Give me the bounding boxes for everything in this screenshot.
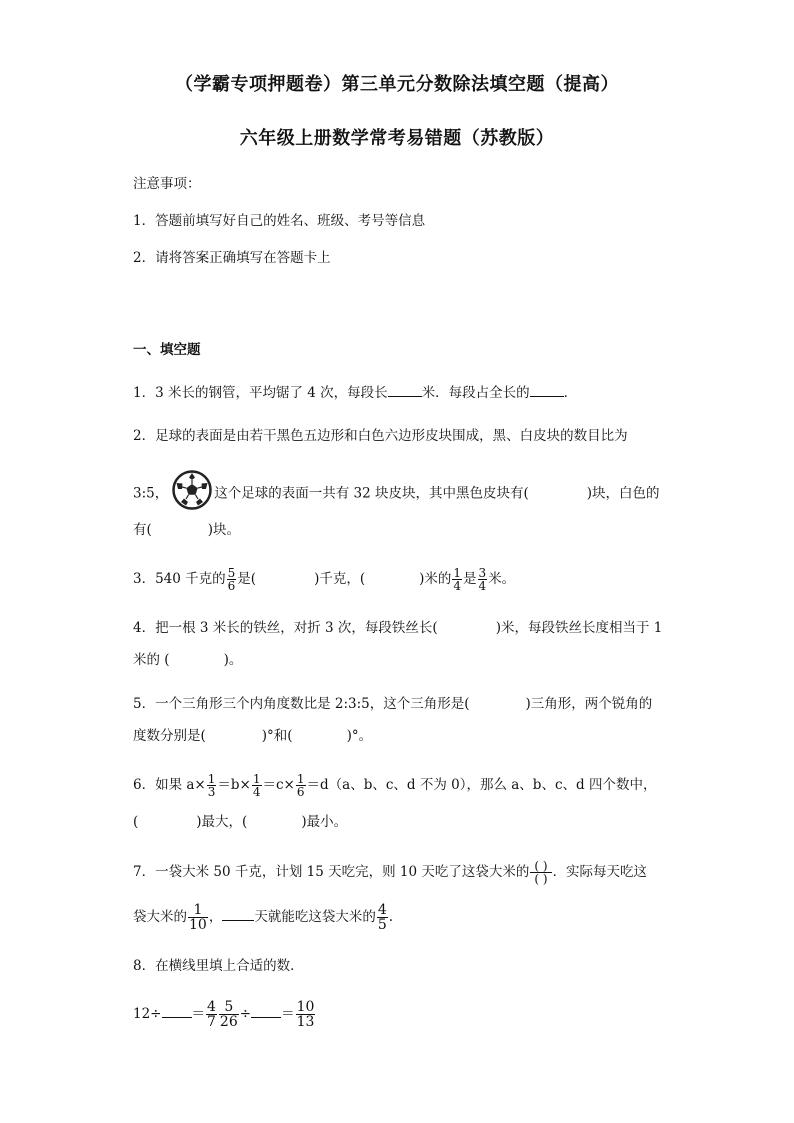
notice-heading: 注意事项： [133,176,201,192]
q5-text-b: )三角形，两个锐角的 [525,696,653,712]
question-4-line-2 [133,650,242,670]
fraction: $\frac{4}{7}$ [207,999,216,1030]
q5-text-e: )°。 [346,728,373,744]
q7-text-b: ．实际每天吃这 [552,864,648,880]
q3-text-f: 米。 [488,571,516,587]
q2-text-c: 有( [133,522,152,538]
question-6-line-1 [133,772,656,798]
question-4-line-1 [133,618,662,638]
q2-ratio: 3:5， [133,485,169,502]
q3-text-c: )千克，( [314,571,366,587]
q4-text-a: 4．把一根 3 米长的铁丝，对折 3 次，每段铁丝长( [133,620,438,636]
q4-text-c: 米的 ( [133,652,170,668]
q7-text-a: 7．一袋大米 50 千克，计划 15 天吃完，则 10 天吃了这袋大米的 [133,864,530,880]
section-title: 一、填空题 [133,342,201,358]
page-subtitle: 六年级上册数学常考易错题（苏教版） [239,128,555,149]
question-6-line-2 [133,812,347,832]
soccer-ball-icon [172,470,212,518]
question-2-line-1: 2．足球的表面是由若干黑色五边形和白色六边形皮块围成，黑、白皮块的数目比为 [133,428,628,444]
question-5-line-1 [133,694,652,714]
fraction: $\frac{1}{6}$ [296,772,305,799]
q8-text-c: ＝ [191,1006,205,1022]
q5-text-d: )°和( [261,728,293,744]
q4-text-d: )。 [223,652,243,668]
q6-text-f: )最大，( [196,814,248,830]
fraction: $\frac{1}{4}$ [453,566,462,593]
question-8-prompt: 8．在横线里填上合适的数． [133,958,304,974]
q1-text-b: 米．每段占全长的 [421,385,530,401]
fraction: $\frac{5}{26}$ [219,999,238,1030]
q7-text-d: ， [208,909,223,925]
fraction: $\frac{1}{3}$ [207,772,216,799]
fraction: $\frac{1}{10}$ [189,902,207,933]
q8-text-e: ＝ [281,1006,295,1022]
q5-text-c: 度数分别是( [133,728,206,744]
question-8-equation [133,998,316,1030]
answer-blank[interactable] [388,382,422,397]
fraction: $\frac{3}{4}$ [478,566,487,593]
q1-text-c: ． [563,385,578,401]
q2-text-a: 这个足球的表面一共有 32 块皮块，其中黑色皮块有( [214,485,529,502]
question-7-line-2 [133,902,393,932]
fraction: $\frac{1}{4}$ [252,772,261,799]
q6-text-g: )最小。 [301,814,348,830]
question-2-line-3 [133,520,240,540]
fraction-blank[interactable]: $\frac{( )}{( )}$ [530,860,551,885]
fraction: $\frac{4}{5}$ [377,902,387,933]
q7-text-c: 袋大米的 [133,909,187,925]
answer-blank[interactable] [222,906,254,921]
fraction: $\frac{5}{6}$ [227,566,236,593]
q6-text-d: ＝d（a、b、c、d 不为 0），那么 a、b、c、d 四个数中， [306,777,657,793]
question-3 [133,566,515,592]
answer-blank[interactable] [251,1003,281,1018]
q6-text-e: ( [133,814,139,830]
page-title: （学霸专项押题卷）第三单元分数除法填空题（提高） [175,74,619,95]
q3-text-b: 是( [237,571,257,587]
q2-text-b: )块，白色的 [586,485,660,502]
q2-text-d: )块。 [207,522,241,538]
q6-text-a: 6．如果 a× [133,777,206,793]
q3-text-d: )米的 [419,571,452,587]
q1-text-a: 1．3 米长的钢管，平均锯了 4 次，每段长 [133,385,388,401]
fraction: $\frac{10}{13}$ [296,999,315,1030]
q5-text-a: 5．一个三角形三个内角度数比是 2:3:5，这个三角形是( [133,696,470,712]
notice-item-2: 2．请将答案正确填写在答题卡上 [133,250,331,266]
question-7-line-1 [133,857,647,887]
q3-text-e: 是 [463,571,477,587]
q8-text-d: ÷ [239,1006,252,1022]
question-2-line-2 [133,470,660,518]
q8-text-b: 12÷ [133,1006,162,1022]
question-5-line-2 [133,726,372,746]
q3-text-a: 3．540 千克的 [133,571,226,587]
question-1 [133,382,577,403]
q4-text-b: )米，每段铁丝长度相当于 1 [495,620,663,636]
answer-blank[interactable] [162,1003,192,1018]
q6-text-b: ＝b× [217,777,251,793]
notice-item-1: 1．答题前填写好自己的姓名、班级、考号等信息 [133,213,426,229]
answer-blank[interactable] [530,382,564,397]
q7-text-f: . [388,909,394,925]
q6-text-c: ＝c× [262,777,295,793]
q7-text-e: 天就能吃这袋大米的 [254,909,376,925]
